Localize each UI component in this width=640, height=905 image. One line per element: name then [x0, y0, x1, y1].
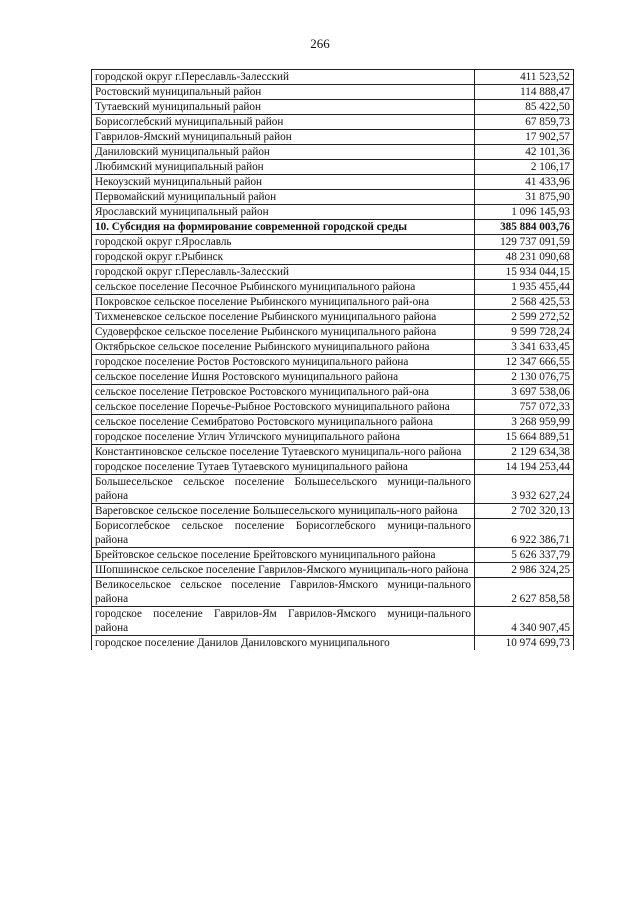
- recipient-name: Октябрьское сельское поселение Рыбинского муниципального района: [92, 340, 475, 355]
- recipient-name: Борисоглебское сельское поселение Борисоглебского муници-пального района: [92, 519, 475, 548]
- amount-value: 129 737 091,59: [475, 235, 574, 250]
- recipient-name: сельское поселение Ишня Ростовского муниципального района: [92, 370, 475, 385]
- amount-value: 2 986 324,25: [475, 563, 574, 578]
- table-row: [92, 280, 574, 295]
- table-row: [92, 70, 574, 85]
- table-row: [92, 400, 574, 415]
- table-row: [92, 578, 574, 607]
- table-row: [92, 607, 574, 636]
- recipient-name: Шопшинское сельское поселение Гаврилов-Ямского муниципаль-ного района: [92, 563, 475, 578]
- recipient-name: городское поселение Ростов Ростовского муниципального района: [92, 355, 475, 370]
- recipient-name: Судоверфское сельское поселение Рыбинского муниципального района: [92, 325, 475, 340]
- recipient-name: Большесельское сельское поселение Большесельского муници-пального района: [92, 475, 475, 504]
- amount-value: 1 935 455,44: [475, 280, 574, 295]
- table-row: [92, 636, 574, 651]
- table-row: [92, 145, 574, 160]
- table-row: [92, 190, 574, 205]
- amount-value: 2 702 320,13: [475, 504, 574, 519]
- table-row: [92, 85, 574, 100]
- subsidy-table: [91, 69, 574, 650]
- recipient-name: сельское поселение Петровское Ростовского муниципального рай-она: [92, 385, 475, 400]
- amount-value: 31 875,90: [475, 190, 574, 205]
- amount-value: 41 433,96: [475, 175, 574, 190]
- table-row: [92, 160, 574, 175]
- amount-value: 12 347 666,55: [475, 355, 574, 370]
- section-heading: 10. Субсидия на формирование современной городской среды: [92, 220, 475, 235]
- table-row: [92, 205, 574, 220]
- recipient-name: городской округ г.Переславль-Залесский: [92, 265, 475, 280]
- amount-value: 3 932 627,24: [475, 475, 574, 504]
- amount-value: 2 130 076,75: [475, 370, 574, 385]
- recipient-name: сельское поселение Поречье-Рыбное Ростовского муниципального района: [92, 400, 475, 415]
- recipient-name: Даниловский муниципальный район: [92, 145, 475, 160]
- amount-value: 48 231 090,68: [475, 250, 574, 265]
- recipient-name: Первомайский муниципальный район: [92, 190, 475, 205]
- amount-value: 15 664 889,51: [475, 430, 574, 445]
- table-row: [92, 295, 574, 310]
- table-row: [92, 370, 574, 385]
- section-total-row: [92, 220, 574, 235]
- amount-value: 114 888,47: [475, 85, 574, 100]
- amount-value: 2 599 272,52: [475, 310, 574, 325]
- table-row: [92, 130, 574, 145]
- recipient-name: городское поселение Углич Угличского муниципального района: [92, 430, 475, 445]
- amount-value: 3 341 633,45: [475, 340, 574, 355]
- amount-value: 17 902,57: [475, 130, 574, 145]
- table-row: [92, 250, 574, 265]
- amount-value: 2 129 634,38: [475, 445, 574, 460]
- recipient-name: Тутаевский муниципальный район: [92, 100, 475, 115]
- table-row: [92, 235, 574, 250]
- recipient-name: Некоузский муниципальный район: [92, 175, 475, 190]
- amount-value: 6 922 386,71: [475, 519, 574, 548]
- table-row: [92, 475, 574, 504]
- table-row: [92, 310, 574, 325]
- recipient-name: городское поселение Тутаев Тутаевского муниципального района: [92, 460, 475, 475]
- recipient-name: Брейтовское сельское поселение Брейтовского муниципального района: [92, 548, 475, 563]
- table-row: [92, 340, 574, 355]
- amount-value: 1 096 145,93: [475, 205, 574, 220]
- recipient-name: Гаврилов-Ямский муниципальный район: [92, 130, 475, 145]
- recipient-name: Ростовский муниципальный район: [92, 85, 475, 100]
- amount-value: 411 523,52: [475, 70, 574, 85]
- amount-value: 4 340 907,45: [475, 607, 574, 636]
- amount-value: 2 568 425,53: [475, 295, 574, 310]
- page-number: 266: [310, 36, 330, 51]
- recipient-name: Покровское сельское поселение Рыбинского муниципального рай-она: [92, 295, 475, 310]
- recipient-name: городской округ г.Ярославль: [92, 235, 475, 250]
- table-row: [92, 563, 574, 578]
- recipient-name: городской округ г.Рыбинск: [92, 250, 475, 265]
- table-row: [92, 100, 574, 115]
- amount-value: 67 859,73: [475, 115, 574, 130]
- table-row: [92, 460, 574, 475]
- table-row: [92, 548, 574, 563]
- table-row: [92, 504, 574, 519]
- amount-value: 10 974 699,73: [475, 636, 574, 651]
- table-row: [92, 519, 574, 548]
- table-row: [92, 325, 574, 340]
- recipient-name: городское поселение Данилов Даниловского муниципального: [92, 636, 475, 651]
- recipient-name: городской округ г.Переславль-Залесский: [92, 70, 475, 85]
- amount-value: 5 626 337,79: [475, 548, 574, 563]
- amount-value: 2 106,17: [475, 160, 574, 175]
- table-row: [92, 355, 574, 370]
- recipient-name: Вареговское сельское поселение Большесельского муниципаль-ного района: [92, 504, 475, 519]
- amount-value: 14 194 253,44: [475, 460, 574, 475]
- recipient-name: Константиновское сельское поселение Тутаевского муниципаль-ного района: [92, 445, 475, 460]
- amount-value: 15 934 044,15: [475, 265, 574, 280]
- recipient-name: Любимский муниципальный район: [92, 160, 475, 175]
- recipient-name: Тихменевское сельское поселение Рыбинского муниципального района: [92, 310, 475, 325]
- amount-value: 2 627 858,58: [475, 578, 574, 607]
- table-row: [92, 265, 574, 280]
- amount-value: 757 072,33: [475, 400, 574, 415]
- table-row: [92, 175, 574, 190]
- amount-value: 3 697 538,06: [475, 385, 574, 400]
- recipient-name: городское поселение Гаврилов-Ям Гаврилов-Ямского муници-пального района: [92, 607, 475, 636]
- table-row: [92, 415, 574, 430]
- recipient-name: сельское поселение Песочное Рыбинского муниципального района: [92, 280, 475, 295]
- amount-value: 3 268 959,99: [475, 415, 574, 430]
- recipient-name: Борисоглебский муниципальный район: [92, 115, 475, 130]
- table-row: [92, 430, 574, 445]
- recipient-name: Великосельское сельское поселение Гаврилов-Ямского муници-пального района: [92, 578, 475, 607]
- recipient-name: сельское поселение Семибратово Ростовского муниципального района: [92, 415, 475, 430]
- amount-value: 42 101,36: [475, 145, 574, 160]
- table-row: [92, 445, 574, 460]
- recipient-name: Ярославский муниципальный район: [92, 205, 475, 220]
- table-row: [92, 115, 574, 130]
- table-row: [92, 385, 574, 400]
- amount-value: 85 422,50: [475, 100, 574, 115]
- amount-value: 9 599 728,24: [475, 325, 574, 340]
- section-total-value: 385 884 003,76: [475, 220, 574, 235]
